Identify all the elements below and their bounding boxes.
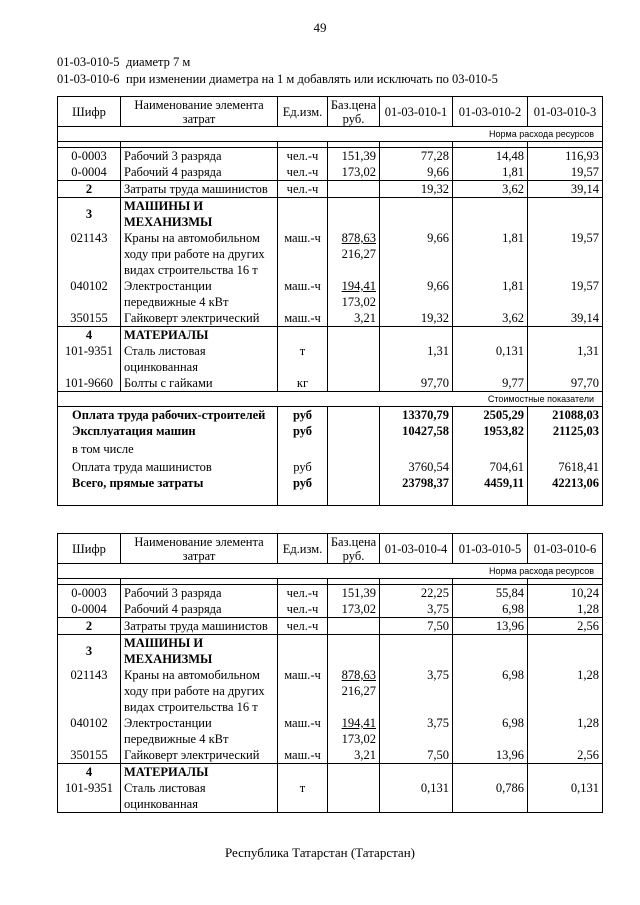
table-row — [58, 278, 603, 310]
row-value: 0,131 — [453, 343, 528, 375]
row-value: 2,56 — [528, 618, 603, 635]
header-unit: Ед.изм. — [278, 97, 328, 127]
row-value: 6,98 — [453, 715, 528, 747]
summary-value: 42213,06 — [528, 475, 603, 506]
row-name: Затраты труда машинистов — [121, 181, 278, 198]
table-row — [58, 715, 603, 747]
table-row — [58, 635, 603, 668]
row-price: 173,02 — [328, 164, 380, 181]
summary-unit: руб — [278, 475, 328, 506]
table-row — [58, 230, 603, 278]
summary-label: Всего, прямые затраты — [58, 475, 278, 506]
row-price: 3,21 — [328, 747, 380, 764]
row-value: 3,62 — [453, 310, 528, 327]
row-value: 19,32 — [380, 310, 453, 327]
line-text: при изменении диаметра на 1 м добавлять или исключать по 03-010-5 — [126, 72, 498, 86]
summary-label: Эксплуатация машин — [58, 423, 278, 439]
row-value: 0,131 — [380, 780, 453, 813]
header-unit: Ед.изм. — [278, 534, 328, 564]
row-value: 39,14 — [528, 181, 603, 198]
row-value: 1,31 — [380, 343, 453, 375]
row-unit: чел.-ч — [278, 618, 328, 635]
section-title: МАШИНЫ И МЕХАНИЗМЫ — [121, 635, 278, 668]
row-price: 3,21 — [328, 310, 380, 327]
row-price: 151,39 — [328, 148, 380, 165]
summary-unit: руб — [278, 423, 328, 439]
row-unit: чел.-ч — [278, 181, 328, 198]
row-value: 9,66 — [380, 164, 453, 181]
summary-value: 13370,79 — [380, 407, 453, 424]
row-code: 2 — [58, 618, 121, 635]
table-row — [58, 747, 603, 764]
row-unit: кг — [278, 375, 328, 392]
line-code: 01-03-010-5 — [57, 55, 120, 69]
cost-label: Стоимостные показатели — [58, 392, 603, 407]
header-col-1: 01-03-010-4 — [380, 534, 453, 564]
row-price-secondary: 216,27 — [341, 684, 376, 698]
row-code: 0-0003 — [58, 148, 121, 165]
summary-value: 704,61 — [453, 457, 528, 475]
row-value: 0,786 — [453, 780, 528, 813]
row-code: 350155 — [58, 747, 121, 764]
summary-label: Оплата труда рабочих-строителей — [58, 407, 278, 424]
row-value: 1,81 — [453, 278, 528, 310]
row-value: 77,28 — [380, 148, 453, 165]
row-value: 2,56 — [528, 747, 603, 764]
row-code: 0-0003 — [58, 585, 121, 602]
resource-table-2 — [57, 533, 603, 813]
row-price: 151,39 — [328, 585, 380, 602]
table-row — [58, 618, 603, 635]
row-price-secondary: 173,02 — [341, 295, 376, 309]
row-code: 021143 — [58, 230, 121, 278]
row-name: Сталь листовая оцинкованная — [121, 780, 278, 813]
table-row — [58, 198, 603, 231]
table-row — [58, 780, 603, 813]
row-name: Рабочий 3 разряда — [121, 585, 278, 602]
row-value: 1,81 — [453, 164, 528, 181]
header-price: Баз.цена руб. — [328, 97, 380, 127]
section-title: МАТЕРИАЛЫ — [121, 327, 278, 344]
summary-value: 2505,29 — [453, 407, 528, 424]
row-code: 101-9351 — [58, 780, 121, 813]
summary-value: 1953,82 — [453, 423, 528, 439]
summary-label: Оплата труда машинистов — [58, 457, 278, 475]
summary-value: 10427,58 — [380, 423, 453, 439]
row-code: 021143 — [58, 667, 121, 715]
row-unit: маш.-ч — [278, 230, 328, 278]
row-value: 13,96 — [453, 618, 528, 635]
line-text: диаметр 7 м — [126, 55, 191, 69]
table-row — [58, 343, 603, 375]
section-title: МАТЕРИАЛЫ — [121, 764, 278, 781]
row-value: 7,50 — [380, 747, 453, 764]
row-code: 2 — [58, 181, 121, 198]
row-name: Краны на автомобильном ходу при работе на других видах строительства 16 т — [121, 230, 278, 278]
row-value: 1,28 — [528, 715, 603, 747]
header-code: Шифр — [58, 534, 121, 564]
row-price: 194,41 — [341, 716, 376, 730]
row-name: Болты с гайками — [121, 375, 278, 392]
row-unit: т — [278, 343, 328, 375]
row-value: 97,70 — [380, 375, 453, 392]
row-code: 101-9351 — [58, 343, 121, 375]
row-unit: маш.-ч — [278, 747, 328, 764]
row-price: 194,41 — [341, 279, 376, 293]
row-value: 7,50 — [380, 618, 453, 635]
row-name: Гайковерт электрический — [121, 310, 278, 327]
row-value: 14,48 — [453, 148, 528, 165]
summary-label: в том числе — [58, 439, 278, 457]
summary-value: 7618,41 — [528, 457, 603, 475]
row-value: 0,131 — [528, 780, 603, 813]
summary-value: 3760,54 — [380, 457, 453, 475]
header-name: Наименование элемента затрат — [121, 534, 278, 564]
table-row — [58, 375, 603, 392]
table-row — [58, 181, 603, 198]
row-value: 3,75 — [380, 667, 453, 715]
row-unit: чел.-ч — [278, 585, 328, 602]
row-value: 97,70 — [528, 375, 603, 392]
row-price: 173,02 — [328, 601, 380, 618]
row-value: 19,57 — [528, 164, 603, 181]
row-value: 19,57 — [528, 230, 603, 278]
summary-row — [58, 457, 603, 475]
row-unit: чел.-ч — [278, 601, 328, 618]
row-value: 1,31 — [528, 343, 603, 375]
header-col-2: 01-03-010-2 — [453, 97, 528, 127]
row-value: 3,75 — [380, 715, 453, 747]
row-unit: чел.-ч — [278, 148, 328, 165]
row-name: Рабочий 3 разряда — [121, 148, 278, 165]
row-value: 6,98 — [453, 601, 528, 618]
subtitle-line-1 — [57, 55, 190, 70]
header-col-1: 01-03-010-1 — [380, 97, 453, 127]
header-col-3: 01-03-010-6 — [528, 534, 603, 564]
row-name: Рабочий 4 разряда — [121, 601, 278, 618]
row-code: 0-0004 — [58, 601, 121, 618]
summary-row — [58, 475, 603, 506]
summary-value: 21088,03 — [528, 407, 603, 424]
table-row — [58, 327, 603, 344]
table-header — [58, 534, 603, 564]
page-number: 49 — [313, 20, 327, 35]
row-name: Затраты труда машинистов — [121, 618, 278, 635]
row-price-secondary: 216,27 — [341, 247, 376, 261]
row-value: 13,96 — [453, 747, 528, 764]
row-name: Электростанции передвижные 4 кВт — [121, 278, 278, 310]
row-unit: маш.-ч — [278, 278, 328, 310]
row-name: Краны на автомобильном ходу при работе на других видах строительства 16 т — [121, 667, 278, 715]
row-unit: т — [278, 780, 328, 813]
row-code: 4 — [58, 327, 121, 344]
table-row — [58, 310, 603, 327]
row-value: 6,98 — [453, 667, 528, 715]
row-code: 0-0004 — [58, 164, 121, 181]
row-unit: чел.-ч — [278, 164, 328, 181]
row-name: Электростанции передвижные 4 кВт — [121, 715, 278, 747]
summary-unit: руб — [278, 457, 328, 475]
row-value: 55,84 — [453, 585, 528, 602]
row-value: 22,25 — [380, 585, 453, 602]
row-unit: маш.-ч — [278, 715, 328, 747]
row-code: 101-9660 — [58, 375, 121, 392]
row-value: 1,28 — [528, 601, 603, 618]
table-row — [58, 667, 603, 715]
table-row — [58, 601, 603, 618]
summary-value: 4459,11 — [453, 475, 528, 506]
row-name: Рабочий 4 разряда — [121, 164, 278, 181]
row-value: 9,66 — [380, 230, 453, 278]
norms-label: Норма расхода ресурсов — [58, 564, 603, 579]
row-price-secondary: 173,02 — [341, 732, 376, 746]
summary-row — [58, 407, 603, 424]
row-unit: маш.-ч — [278, 667, 328, 715]
resource-table-1 — [57, 96, 603, 506]
header-code: Шифр — [58, 97, 121, 127]
section-title: МАШИНЫ И МЕХАНИЗМЫ — [121, 198, 278, 231]
row-unit: маш.-ч — [278, 310, 328, 327]
row-value: 19,32 — [380, 181, 453, 198]
table-header — [58, 97, 603, 127]
summary-value: 21125,03 — [528, 423, 603, 439]
table-row — [58, 764, 603, 781]
summary-value: 23798,37 — [380, 475, 453, 506]
header-col-3: 01-03-010-3 — [528, 97, 603, 127]
row-value: 116,93 — [528, 148, 603, 165]
table-row — [58, 585, 603, 602]
row-code: 040102 — [58, 715, 121, 747]
summary-row — [58, 423, 603, 439]
row-code: 350155 — [58, 310, 121, 327]
summary-row — [58, 439, 603, 457]
row-code: 3 — [58, 635, 121, 668]
row-value: 9,66 — [380, 278, 453, 310]
row-value: 39,14 — [528, 310, 603, 327]
norms-label: Норма расхода ресурсов — [58, 127, 603, 142]
line-code: 01-03-010-6 — [57, 72, 120, 86]
row-value: 1,81 — [453, 230, 528, 278]
header-col-2: 01-03-010-5 — [453, 534, 528, 564]
row-value: 1,28 — [528, 667, 603, 715]
table-row — [58, 148, 603, 165]
summary-unit: руб — [278, 407, 328, 424]
row-price: 878,63 — [341, 231, 376, 245]
row-value: 10,24 — [528, 585, 603, 602]
subtitle-line-2 — [57, 72, 498, 87]
row-value: 19,57 — [528, 278, 603, 310]
table-row — [58, 164, 603, 181]
row-code: 040102 — [58, 278, 121, 310]
row-value: 9,77 — [453, 375, 528, 392]
row-name: Гайковерт электрический — [121, 747, 278, 764]
row-name: Сталь листовая оцинкованная — [121, 343, 278, 375]
header-name: Наименование элемента затрат — [121, 97, 278, 127]
page-footer: Республика Татарстан (Татарстан) — [225, 845, 415, 860]
row-value: 3,75 — [380, 601, 453, 618]
row-value: 3,62 — [453, 181, 528, 198]
row-code: 4 — [58, 764, 121, 781]
row-price: 878,63 — [341, 668, 376, 682]
header-price: Баз.цена руб. — [328, 534, 380, 564]
row-code: 3 — [58, 198, 121, 231]
